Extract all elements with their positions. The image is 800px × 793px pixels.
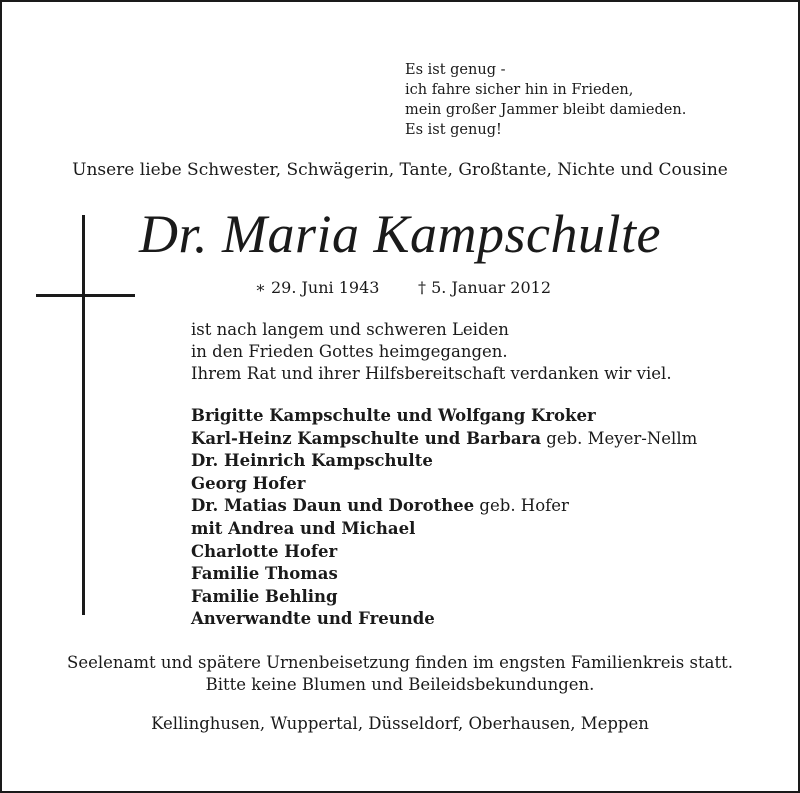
poem-line: Es ist genug -: [405, 62, 506, 78]
mourner-row: [191, 541, 697, 564]
mourner-name: Familie Behling: [191, 586, 338, 606]
poem-line: Es ist genug!: [405, 122, 502, 138]
mourner-name: Anverwandte und Freunde: [191, 609, 435, 629]
places-line: Kellinghusen, Wuppertal, Düsseldorf, Oberhausen, Meppen: [151, 714, 649, 733]
intro-line: Unsere liebe Schwester, Schwägerin, Tante, Großtante, Nichte und Cousine: [72, 160, 728, 180]
mourner-row: [191, 586, 697, 609]
mourner-name: Dr. Heinrich Kampschulte: [191, 451, 433, 471]
mourner-name: Dr. Matias Daun und Dorothee: [191, 496, 475, 516]
text-line: in den Frieden Gottes heimgegangen.: [191, 342, 508, 361]
mourner-suffix: geb. Meyer-Nellm: [541, 428, 698, 448]
mourner-row: [191, 450, 697, 473]
obituary-text: [191, 319, 672, 385]
mourner-name: Georg Hofer: [191, 473, 306, 493]
mourner-row: [191, 428, 697, 451]
mourner-name: Charlotte Hofer: [191, 541, 338, 561]
cross-icon-bar: [36, 294, 135, 297]
birth-date: ∗ 29. Juni 1943: [255, 278, 380, 297]
mourner-name: Familie Thomas: [191, 564, 338, 584]
mourner-name: mit Andrea und Michael: [191, 518, 416, 538]
mourners-list: [191, 405, 697, 631]
poem-line: ich fahre sicher hin in Frieden,: [405, 82, 634, 98]
text-line: Ihrem Rat und ihrer Hilfsbereitschaft verdanken wir viel.: [191, 364, 672, 383]
poem-line: mein großer Jammer bleibt damieden.: [405, 102, 687, 118]
funeral-notice: [2, 652, 798, 696]
mourner-name: Brigitte Kampschulte und Wolfgang Kroker: [191, 406, 596, 425]
text-line: ist nach langem und schweren Leiden: [191, 320, 509, 339]
mourner-row: [191, 405, 697, 428]
mourner-row: [191, 518, 697, 541]
notice-line: Seelenamt und spätere Urnenbeisetzung finden im engsten Familienkreis statt.: [67, 653, 733, 672]
cross-icon: [82, 215, 85, 615]
mourner-suffix: geb. Hofer: [474, 496, 569, 516]
mourner-row: [191, 563, 697, 586]
mourner-row: [191, 495, 697, 518]
poem: [405, 60, 686, 140]
mourner-row: [191, 608, 697, 631]
deceased-name: Dr. Maria Kampschulte: [139, 204, 661, 264]
death-date: † 5. Januar 2012: [418, 278, 551, 297]
mourner-name: Karl-Heinz Kampschulte und Barbara: [191, 428, 542, 448]
mourner-row: [191, 473, 697, 496]
notice-line: Bitte keine Blumen und Beileidsbekundungen.: [205, 675, 595, 694]
